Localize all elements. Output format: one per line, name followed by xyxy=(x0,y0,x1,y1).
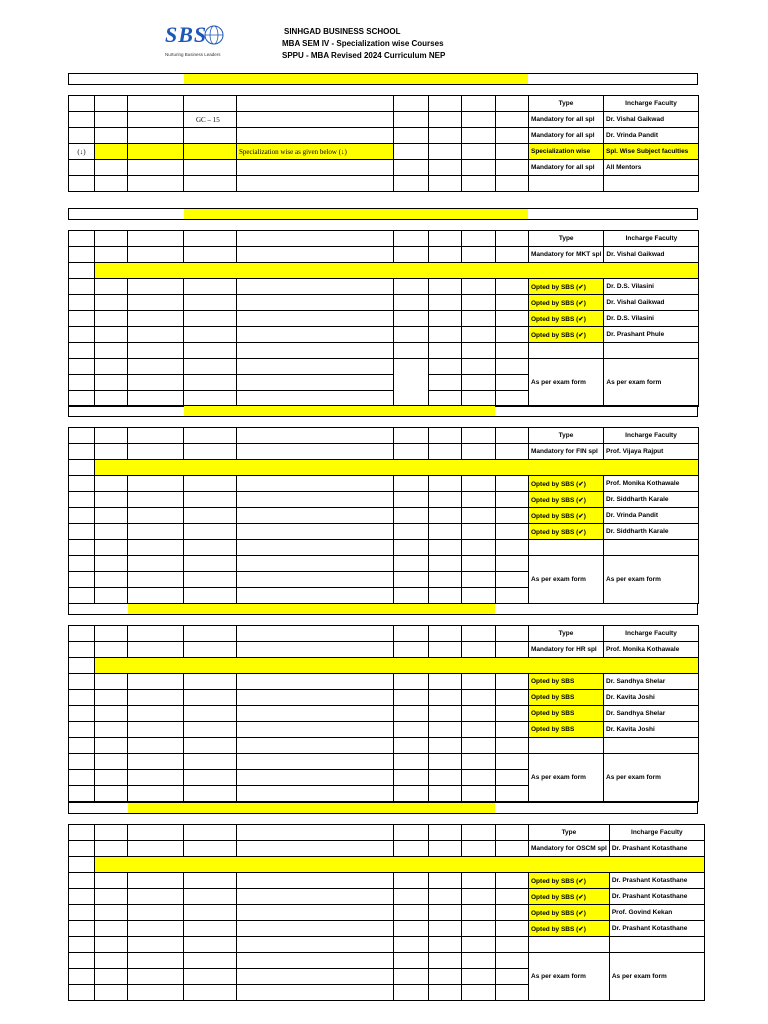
course-type: Opted by SBS (✔) xyxy=(529,295,604,311)
down-arrow-mark: (↓) xyxy=(69,144,95,160)
course-type: Mandatory for all spl xyxy=(529,112,604,128)
faculty-header: Incharge Faculty xyxy=(604,428,699,444)
course-faculty: Dr. Prashant Kotasthane xyxy=(609,889,704,905)
course-faculty: Dr. Sandhya Shelar xyxy=(604,706,699,722)
course-type: Opted by SBS (✔) xyxy=(529,921,610,937)
table-row xyxy=(69,738,699,754)
course-faculty: Dr. Prashant Kotasthane xyxy=(609,873,704,889)
type-header: Type xyxy=(529,825,610,841)
table-row xyxy=(69,128,699,144)
curriculum-title: SPPU - MBA Revised 2024 Curriculum NEP xyxy=(282,51,446,60)
course-type: Opted by SBS (✔) xyxy=(529,327,604,343)
section-bar-finance xyxy=(68,405,698,417)
faculty-header: Incharge Faculty xyxy=(604,96,699,112)
table-row xyxy=(69,96,699,112)
course-faculty: Dr. Prashant Phule xyxy=(604,327,699,343)
course-type: As per exam form xyxy=(529,556,604,604)
table-row xyxy=(69,311,699,327)
course-faculty: Dr. Vrinda Pandit xyxy=(604,128,699,144)
course-faculty: Dr. Vishal Gaikwad xyxy=(604,112,699,128)
course-type: Opted by SBS (✔) xyxy=(529,492,604,508)
course-faculty: Dr. Sandhya Shelar xyxy=(604,674,699,690)
course-faculty: Dr. Siddharth Karale xyxy=(604,524,699,540)
table-row xyxy=(69,674,699,690)
faculty-header: Incharge Faculty xyxy=(604,231,699,247)
table-row xyxy=(69,841,705,857)
course-faculty: Dr. Vishal Gaikwad xyxy=(604,247,699,263)
course-type: Opted by SBS xyxy=(529,674,604,690)
section-bar-hr xyxy=(68,603,698,615)
table-row xyxy=(69,476,699,492)
type-header: Type xyxy=(529,96,604,112)
table-row xyxy=(69,626,699,642)
oscm-courses-table xyxy=(68,824,705,1001)
table-row xyxy=(69,722,699,738)
course-faculty: Dr. D.S. Vilasini xyxy=(604,279,699,295)
faculty-header: Incharge Faculty xyxy=(609,825,704,841)
table-row xyxy=(69,327,699,343)
course-type: Opted by SBS (✔) xyxy=(529,905,610,921)
table-row xyxy=(69,279,699,295)
course-faculty: Dr. Siddharth Karale xyxy=(604,492,699,508)
table-row xyxy=(69,176,699,192)
school-name: SINHGAD BUSINESS SCHOOL xyxy=(284,27,401,36)
table-row xyxy=(69,428,699,444)
type-header: Type xyxy=(529,231,604,247)
faculty-header: Incharge Faculty xyxy=(604,626,699,642)
logo-text: SBS xyxy=(165,22,208,47)
course-type: As per exam form xyxy=(529,359,604,407)
table-row xyxy=(69,905,705,921)
type-header: Type xyxy=(529,626,604,642)
course-faculty: Prof. Govind Kekan xyxy=(609,905,704,921)
course-type: As per exam form xyxy=(529,953,610,1001)
type-header: Type xyxy=(529,428,604,444)
table-row xyxy=(69,524,699,540)
table-row xyxy=(69,921,705,937)
table-row xyxy=(69,825,705,841)
course-faculty: As per exam form xyxy=(604,556,699,604)
course-type: Mandatory for FIN spl xyxy=(529,444,604,460)
course-type: Opted by SBS xyxy=(529,722,604,738)
table-row xyxy=(69,231,699,247)
table-row xyxy=(69,263,699,279)
table-row xyxy=(69,492,699,508)
marketing-courses-table xyxy=(68,230,699,407)
table-row xyxy=(69,160,699,176)
course-type: Opted by SBS (✔) xyxy=(529,476,604,492)
table-row xyxy=(69,343,699,359)
table-row xyxy=(69,873,705,889)
table-row xyxy=(69,556,699,572)
course-faculty: Dr. Prashant Kotasthane xyxy=(609,921,704,937)
general-courses-table xyxy=(68,95,699,192)
course-type: Opted by SBS xyxy=(529,706,604,722)
course-type: Mandatory for all spl xyxy=(529,128,604,144)
course-type: Specialization wise xyxy=(529,144,604,160)
table-row xyxy=(69,937,705,953)
table-row xyxy=(69,295,699,311)
course-faculty: All Mentors xyxy=(604,160,699,176)
finance-courses-table xyxy=(68,427,699,604)
gc-code: GC – 15 xyxy=(184,112,237,128)
course-faculty: As per exam form xyxy=(604,754,699,802)
sbs-logo xyxy=(165,22,255,62)
section-bar-general xyxy=(68,73,698,85)
table-row xyxy=(69,889,705,905)
document-header xyxy=(282,26,445,62)
table-row xyxy=(69,247,699,263)
specialization-note: Specialization wise as given below (↓) xyxy=(237,144,394,160)
course-type: Opted by SBS (✔) xyxy=(529,508,604,524)
table-row xyxy=(69,857,705,873)
section-bar-oscm xyxy=(68,802,698,814)
table-row xyxy=(69,112,699,128)
globe-icon xyxy=(203,24,225,46)
course-type: Opted by SBS (✔) xyxy=(529,311,604,327)
logo-tagline: Nurturing Business Leaders xyxy=(165,52,221,57)
course-type: Mandatory for OSCM spl xyxy=(529,841,610,857)
course-type: As per exam form xyxy=(529,754,604,802)
course-faculty: Prof. Monika Kothawale xyxy=(604,476,699,492)
course-type: Mandatory for MKT spl xyxy=(529,247,604,263)
course-faculty: Dr. Kavita Joshi xyxy=(604,690,699,706)
hr-courses-table xyxy=(68,625,699,802)
table-row xyxy=(69,460,699,476)
table-row xyxy=(69,706,699,722)
course-faculty: Spl. Wise Subject faculties xyxy=(604,144,699,160)
course-type: Mandatory for all spl xyxy=(529,160,604,176)
table-row xyxy=(69,658,699,674)
table-row xyxy=(69,540,699,556)
document-subtitle: MBA SEM IV - Specialization wise Courses xyxy=(282,39,444,48)
table-row xyxy=(69,953,705,969)
course-type: Opted by SBS (✔) xyxy=(529,279,604,295)
course-faculty: Prof. Monika Kothawale xyxy=(604,642,699,658)
course-type: Opted by SBS (✔) xyxy=(529,524,604,540)
section-bar-marketing xyxy=(68,208,698,220)
table-row xyxy=(69,642,699,658)
table-row xyxy=(69,690,699,706)
table-row xyxy=(69,144,699,160)
course-faculty: Dr. Vishal Gaikwad xyxy=(604,295,699,311)
course-type: Opted by SBS (✔) xyxy=(529,889,610,905)
course-faculty: Dr. D.S. Vilasini xyxy=(604,311,699,327)
course-faculty: As per exam form xyxy=(604,359,699,407)
table-row xyxy=(69,444,699,460)
course-faculty: Dr. Prashant Kotasthane xyxy=(609,841,704,857)
table-row xyxy=(69,508,699,524)
table-row xyxy=(69,359,699,375)
course-faculty: As per exam form xyxy=(609,953,704,1001)
course-faculty: Dr. Vrinda Pandit xyxy=(604,508,699,524)
course-type: Opted by SBS (✔) xyxy=(529,873,610,889)
course-faculty: Dr. Kavita Joshi xyxy=(604,722,699,738)
course-type: Opted by SBS xyxy=(529,690,604,706)
course-type: Mandatory for HR spl xyxy=(529,642,604,658)
table-row xyxy=(69,754,699,770)
course-faculty: Prof. Vijaya Rajput xyxy=(604,444,699,460)
